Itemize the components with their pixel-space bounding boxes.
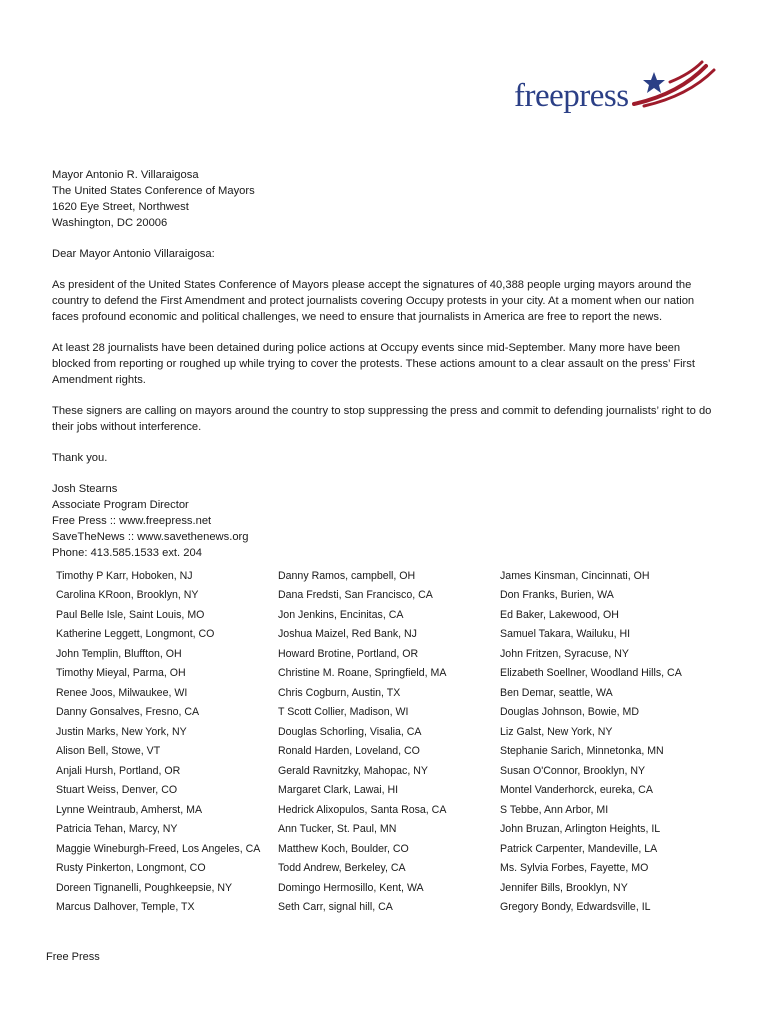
signer-cell: Matthew Koch, Boulder, CO: [278, 842, 409, 855]
signer-cell: Timothy P Karr, Hoboken, NJ: [56, 569, 193, 582]
signer-cell: Patrick Carpenter, Mandeville, LA: [500, 842, 658, 855]
table-row: [50, 664, 726, 684]
signer-cell: Katherine Leggett, Longmont, CO: [56, 628, 215, 641]
signer-cell: Danny Ramos, campbell, OH: [278, 569, 416, 582]
signer-cell: Renee Joos, Milwaukee, WI: [56, 686, 188, 699]
signer-cell: Margaret Clark, Lawai, HI: [278, 784, 399, 797]
signer-cell: Samuel Takara, Wailuku, HI: [500, 628, 631, 641]
signer-cell: Doreen Tignanelli, Poughkeepsie, NY: [56, 881, 233, 894]
signer-cell: John Bruzan, Arlington Heights, IL: [500, 823, 661, 836]
signer-cell: Rusty Pinkerton, Longmont, CO: [56, 862, 206, 875]
signer-cell: Anjali Hursh, Portland, OR: [56, 764, 181, 777]
star-swoosh-icon: [624, 58, 720, 108]
paragraph: At least 28 journalists have been detained during police actions at Occupy events since mid-September. Many more have been blocked from reporting or roughed up while trying to cover the protests. These actions amount to a clear assault on the press’ First Amendment rights.: [52, 342, 695, 386]
signer-cell: Chris Cogburn, Austin, TX: [278, 686, 401, 699]
table-row: [50, 683, 726, 703]
paragraph: These signers are calling on mayors around the country to stop suppressing the press and commit to defending journalists’ right to do their jobs without interference.: [52, 405, 712, 433]
table-row: [50, 761, 726, 781]
table-row: [50, 703, 726, 723]
signer-cell: Alison Bell, Stowe, VT: [56, 745, 161, 758]
logo-wordmark: freepress: [514, 78, 629, 114]
signer-cell: Don Franks, Burien, WA: [500, 589, 614, 602]
address-line: 1620 Eye Street, Northwest: [52, 201, 189, 213]
signer-cell: Ronald Harden, Loveland, CO: [278, 745, 420, 758]
table-row: [50, 898, 726, 918]
closing: Thank you.: [52, 452, 108, 464]
signer-cell: Douglas Schorling, Visalia, CA: [278, 725, 422, 738]
signer-cell: Hedrick Alixopulos, Santa Rosa, CA: [278, 803, 447, 816]
table-row: [50, 781, 726, 801]
signer-cell: Justin Marks, New York, NY: [56, 725, 187, 738]
signer-cell: S Tebbe, Ann Arbor, MI: [500, 803, 609, 816]
signer-cell: Stephanie Sarich, Minnetonka, MN: [500, 745, 664, 758]
signer-cell: Jon Jenkins, Encinitas, CA: [278, 608, 404, 621]
signer-cell: Domingo Hermosillo, Kent, WA: [278, 881, 424, 894]
signer-cell: Ms. Sylvia Forbes, Fayette, MO: [500, 862, 649, 875]
signer-cell: Dana Fredsti, San Francisco, CA: [278, 589, 433, 602]
signature-line: Free Press :: www.freepress.net: [52, 515, 212, 527]
signer-cell: Seth Carr, signal hill, CA: [278, 901, 393, 914]
signer-cell: Marcus Dalhover, Temple, TX: [56, 901, 195, 914]
address-line: The United States Conference of Mayors: [52, 185, 255, 197]
signer-cell: Gregory Bondy, Edwardsville, IL: [500, 901, 651, 914]
signer-cell: Todd Andrew, Berkeley, CA: [278, 862, 406, 875]
table-row: [50, 605, 726, 625]
signer-cell: Timothy Mieyal, Parma, OH: [56, 667, 186, 680]
paragraph: As president of the United States Conference of Mayors please accept the signatures of 40,388 people urging mayors around the country to defend the First Amendment and protect journalists covering Occupy protests in your city. At a moment when our nation faces profound economic and political challenges, we need to ensure that journalists in America are free to report the news.: [52, 279, 695, 323]
signer-cell: Christine M. Roane, Springfield, MA: [278, 667, 447, 680]
table-row: [50, 722, 726, 742]
table-row: [50, 820, 726, 840]
table-row: [50, 800, 726, 820]
signer-cell: Maggie Wineburgh-Freed, Los Angeles, CA: [56, 842, 261, 855]
signer-cell: Montel Vanderhorck, eureka, CA: [500, 784, 653, 797]
signer-cell: Ed Baker, Lakewood, OH: [500, 608, 619, 621]
signer-cell: Elizabeth Soellner, Woodland Hills, CA: [500, 667, 682, 680]
signer-cell: Douglas Johnson, Bowie, MD: [500, 706, 639, 719]
letter-body: [52, 152, 712, 576]
signer-cell: Ann Tucker, St. Paul, MN: [278, 823, 397, 836]
signers-table: [50, 566, 726, 917]
footer-text: Free Press: [46, 951, 100, 963]
salutation: Dear Mayor Antonio Villaraigosa:: [52, 248, 215, 260]
table-row: [50, 859, 726, 879]
signer-cell: Susan O'Connor, Brooklyn, NY: [500, 764, 646, 777]
table-row: [50, 586, 726, 606]
table-row: [50, 566, 726, 586]
signer-cell: Carolina KRoon, Brooklyn, NY: [56, 589, 199, 602]
signer-cell: Liz Galst, New York, NY: [500, 725, 613, 738]
signer-cell: Stuart Weiss, Denver, CO: [56, 784, 178, 797]
signer-cell: Gerald Ravnitzky, Mahopac, NY: [278, 764, 428, 777]
signer-cell: John Templin, Bluffton, OH: [56, 647, 182, 660]
signer-cell: James Kinsman, Cincinnati, OH: [500, 569, 650, 582]
table-row: [50, 742, 726, 762]
signer-cell: Paul Belle Isle, Saint Louis, MO: [56, 608, 205, 621]
signer-cell: John Fritzen, Syracuse, NY: [500, 647, 629, 660]
signer-cell: Patricia Tehan, Marcy, NY: [56, 823, 178, 836]
address-line: Washington, DC 20006: [52, 217, 168, 229]
table-row: [50, 625, 726, 645]
address-line: Mayor Antonio R. Villaraigosa: [52, 169, 199, 181]
freepress-logo: [514, 58, 718, 124]
signer-cell: Ben Demar, seattle, WA: [500, 686, 613, 699]
signer-cell: T Scott Collier, Madison, WI: [278, 706, 409, 719]
table-row: [50, 644, 726, 664]
signer-cell: Joshua Maizel, Red Bank, NJ: [278, 628, 417, 641]
signer-cell: Howard Brotine, Portland, OR: [278, 647, 419, 660]
table-row: [50, 878, 726, 898]
signature-line: Associate Program Director: [52, 499, 189, 511]
table-row: [50, 839, 726, 859]
signer-cell: Lynne Weintraub, Amherst, MA: [56, 803, 203, 816]
signer-cell: Danny Gonsalves, Fresno, CA: [56, 706, 200, 719]
signature-line: Josh Stearns: [52, 483, 118, 495]
signature-line: Phone: 413.585.1533 ext. 204: [52, 547, 202, 559]
signature-line: SaveTheNews :: www.savethenews.org: [52, 531, 249, 543]
signer-cell: Jennifer Bills, Brooklyn, NY: [500, 881, 628, 894]
